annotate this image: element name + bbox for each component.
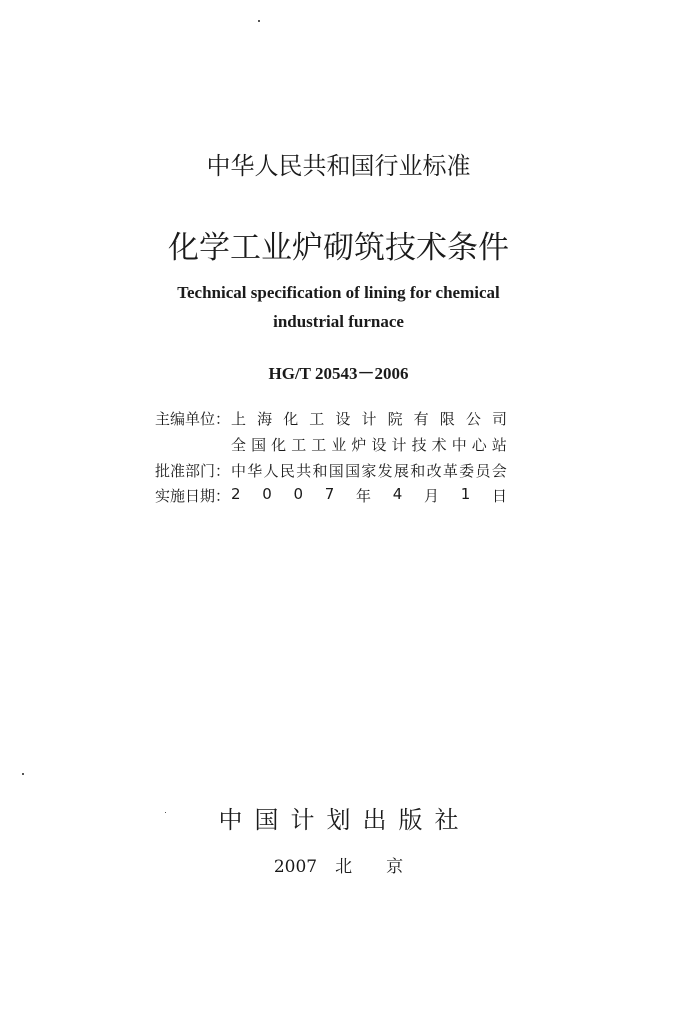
approver-char: 中 [231, 462, 247, 480]
approver-char: 家 [361, 462, 377, 480]
approver-char: 展 [393, 462, 409, 480]
scan-speck [165, 812, 166, 813]
editor-2-char: 设 [371, 436, 387, 454]
editor-2-char: 工 [291, 436, 307, 454]
editor-label: 主编单位： [155, 410, 231, 428]
editor-1-char: 上 [231, 410, 247, 428]
standard-code: HG/T 20543－2006 [268, 364, 409, 383]
approver-row [155, 460, 515, 484]
approver-char: 会 [491, 462, 507, 480]
date-char: 0 [262, 485, 272, 503]
editor-1-char: 司 [491, 410, 507, 428]
date-char: 0 [293, 485, 304, 503]
approver-char: 和 [410, 462, 426, 480]
year-and-place [0, 852, 677, 877]
editor-2-char: 化 [271, 436, 287, 454]
publisher-char: 中 [218, 806, 243, 834]
editor-1-char: 工 [309, 410, 325, 428]
editor-1-char: 设 [335, 410, 351, 428]
publisher-char: 社 [434, 806, 459, 834]
editor-1-char: 有 [413, 410, 429, 428]
editor-row-2 [155, 434, 515, 458]
editor-1-char: 公 [465, 410, 481, 428]
publisher-char: 出 [362, 806, 387, 834]
editor-row [155, 408, 515, 432]
approver-char: 和 [312, 462, 328, 480]
publisher-char: 版 [398, 806, 423, 834]
city-char-1: 北 [335, 857, 353, 877]
publication-year: 2007 [273, 857, 318, 877]
publisher-char: 划 [326, 806, 351, 834]
title-english-line-1: Technical specification of lining for chemical [177, 283, 500, 302]
editor-1-char: 院 [387, 410, 403, 428]
date-char: 年 [356, 487, 372, 505]
publisher-char: 计 [290, 806, 315, 834]
editor-2-char: 全 [231, 436, 247, 454]
approver-char: 革 [442, 462, 458, 480]
editor-2-char: 技 [411, 436, 427, 454]
approver-char: 员 [475, 462, 491, 480]
editor-1-char: 限 [439, 410, 455, 428]
editor-2-char: 中 [451, 436, 467, 454]
scan-speck [22, 773, 24, 775]
approver-char: 人 [263, 462, 279, 480]
approver-unit [231, 460, 507, 481]
scan-speck [258, 20, 260, 22]
approver-char: 发 [377, 462, 393, 480]
editor-1-char: 计 [361, 410, 377, 428]
approver-char: 委 [459, 462, 475, 480]
approver-char: 改 [426, 462, 442, 480]
standard-type: 中华人民共和国行业标准 [206, 152, 471, 180]
editor-2-char: 计 [391, 436, 407, 454]
date-char: 月 [423, 487, 439, 505]
editor-2-char: 炉 [351, 436, 367, 454]
approver-label: 批准部门： [155, 462, 231, 480]
editor-2-char: 业 [331, 436, 347, 454]
approver-char: 华 [247, 462, 263, 480]
approver-char: 国 [345, 462, 361, 480]
editor-2-char: 术 [431, 436, 447, 454]
effective-date [231, 485, 507, 506]
date-char: 1 [460, 485, 471, 503]
editor-1-char: 化 [283, 410, 299, 428]
approver-char: 国 [328, 462, 344, 480]
editor-unit-2 [231, 434, 507, 455]
editor-2-char: 工 [311, 436, 327, 454]
date-char: 4 [392, 485, 403, 503]
title-english-line-2: industrial furnace [273, 312, 404, 331]
date-char: 2 [231, 485, 241, 503]
approver-char: 民 [279, 462, 295, 480]
editor-unit-1 [231, 408, 507, 429]
date-char: 7 [324, 485, 335, 503]
title-chinese: 化学工业炉砌筑技术条件 [168, 230, 509, 266]
publisher-char: 国 [254, 806, 279, 834]
city-char-2: 京 [386, 857, 404, 877]
editor-2-char: 国 [251, 436, 267, 454]
editor-2-char: 心 [471, 436, 487, 454]
editor-2-char: 站 [491, 436, 507, 454]
date-char: 日 [491, 487, 507, 505]
editor-1-char: 海 [257, 410, 273, 428]
date-label: 实施日期： [155, 487, 231, 505]
approver-char: 共 [296, 462, 312, 480]
date-row [155, 485, 515, 509]
publisher [0, 800, 677, 835]
